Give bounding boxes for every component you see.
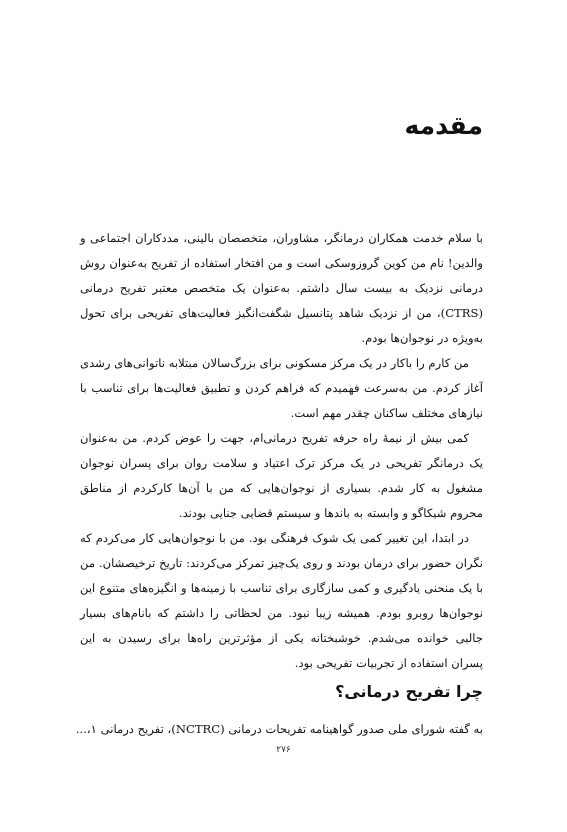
page-number: ۲۷۶ bbox=[276, 745, 291, 755]
introduction-body bbox=[80, 226, 483, 676]
paragraph: من کارم را باکار در یک مرکز مسکونی برای بزرگ‌سالان مبتلابه ناتوانی‌های رشدی آغاز کردم. من به‌سرعت فهمیدم که فراهم کردن و تطبیق فعالیت‌ها برای تناسب با نیازهای مختلف ساکنان چقدر مهم است. bbox=[80, 356, 483, 420]
chapter-title: مقدمه bbox=[404, 111, 483, 140]
paragraph: در ابتدا، این تغییر کمی یک شوک فرهنگی بود. من با نوجوان‌هایی کار می‌کردم که نگران حضور برای درمان بودند و روی یک‌چیز تمرکز می‌کردند: تاریخ ترخیصشان. من با یک منحنی یادگیری و کمی سازگاری برای تناسب با زمینه‌ها و انگیزه‌های متنوع این نوجوان‌ها روبرو بودم. همیشه زیبا نبود. من لحظاتی را داشتم که بانام‌های بسیار جالبی خوانده می‌شدم. خوشبختانه یکی از مؤثرترین راه‌ها برای رسیدن به این پسران استفاده از تجربیات تفریحی بود. bbox=[80, 531, 483, 670]
section-title: چرا تفریح درمانی؟ bbox=[335, 682, 483, 701]
section-intro-text: به گفته شورای ملی صدور گواهینامه تفریحات درمانی (NCTRC)، تفریح درمانی ۱،... bbox=[75, 722, 483, 736]
paragraph: با سلام خدمت همکاران درمانگر، مشاوران، متخصصان بالینی، مددکاران اجتماعی و والدین! نام من کوین گروزوسکی است و من افتخار استفاده از تفریح به‌عنوان روش درمانی نزدیک به بیست سال داشتم. به‌عنوان یک متخصص معتبر تفریح درمانی (CTRS)، من از نزدیک شاهد پتانسیل شگفت‌انگیز فعالیت‌های تفریحی برای تحول به‌ویژه در نوجوان‌ها بودم. bbox=[80, 231, 483, 345]
paragraph: کمی بیش از نیمهٔ راه حرفه تفریح درمانی‌ام، جهت را عوض کردم. من به‌عنوان یک درمانگر تفریحی در یک مرکز ترک اعتیاد و سلامت روان برای پسران نوجوان مشغول به کار شدم. بسیاری از نوجوان‌هایی که من با آن‌ها کارکردم از مناطق محروم شیکاگو و وابسته به باندها و سیستم قضایی جنایی بودند. bbox=[80, 431, 483, 520]
